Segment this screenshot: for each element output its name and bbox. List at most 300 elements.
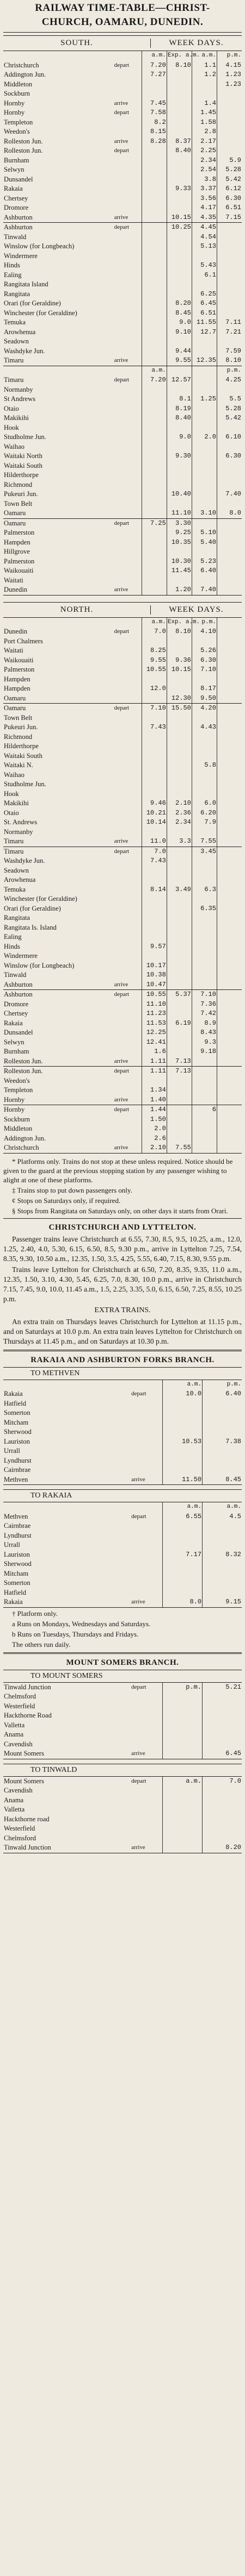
time-cell bbox=[142, 290, 167, 299]
time-cell: 6 bbox=[192, 1105, 217, 1115]
time-cell: a.m. bbox=[142, 51, 167, 61]
time-cell: p.m. bbox=[203, 1380, 242, 1390]
north-header bbox=[3, 602, 242, 618]
arrive-depart-note bbox=[114, 509, 142, 518]
station-name: Cairnbrae bbox=[4, 1522, 31, 1530]
arrive-depart-note: arrive bbox=[114, 137, 128, 145]
time-cell bbox=[167, 980, 192, 990]
timetable-row bbox=[3, 713, 242, 723]
station-name: Windermere bbox=[4, 952, 38, 960]
time-cell bbox=[167, 156, 192, 166]
station-name: Normanby bbox=[4, 385, 33, 393]
time-cell bbox=[167, 127, 192, 137]
time-cell: 6.45 bbox=[192, 299, 217, 309]
timetable-row bbox=[3, 70, 242, 80]
arrive-depart-note bbox=[114, 299, 142, 309]
arrive-depart-note: depart bbox=[114, 991, 130, 998]
timetable-row bbox=[3, 1446, 242, 1456]
time-cell bbox=[192, 89, 217, 99]
arrive-depart-note bbox=[114, 366, 142, 375]
time-cell: 3.3 bbox=[167, 837, 192, 847]
station-name: Waitaki North bbox=[4, 452, 42, 460]
time-cell bbox=[217, 1134, 242, 1144]
timetable-row bbox=[3, 99, 242, 109]
timetable-row bbox=[3, 518, 242, 528]
time-cell: 4.15 bbox=[217, 61, 242, 71]
timetable-row bbox=[3, 127, 242, 137]
station-name: Rakaia bbox=[4, 1390, 23, 1397]
to-mount-somers-label: TO MOUNT SOMERS bbox=[30, 1671, 103, 1680]
time-cell bbox=[142, 452, 167, 461]
time-cell: 2.10 bbox=[167, 799, 192, 808]
time-cell bbox=[217, 528, 242, 538]
station-name: Waitaki South bbox=[4, 751, 42, 760]
arrive-depart-note bbox=[114, 656, 142, 666]
rakaia-title: RAKAIA AND ASHBURTON FORKS BRANCH. bbox=[30, 1355, 215, 1364]
time-cell bbox=[167, 789, 192, 799]
time-cell bbox=[167, 366, 192, 375]
time-cell: 5.8 bbox=[192, 761, 217, 770]
timetable-row bbox=[3, 242, 242, 252]
station-name: Westerfield bbox=[4, 1702, 35, 1710]
timetable-row bbox=[3, 627, 242, 637]
time-cell bbox=[142, 780, 167, 789]
time-cell bbox=[192, 518, 217, 528]
time-cell bbox=[142, 423, 167, 433]
time-cell bbox=[217, 1047, 242, 1057]
time-cell bbox=[192, 347, 217, 356]
timetable-row bbox=[3, 1475, 242, 1485]
divider bbox=[3, 1350, 242, 1351]
time-cell: a.m. bbox=[142, 366, 167, 375]
time-cell bbox=[217, 127, 242, 137]
time-cell bbox=[167, 780, 192, 789]
arrive-depart-note: arrive bbox=[114, 585, 142, 595]
arrive-depart-note bbox=[114, 1019, 142, 1029]
station-name: Cavendish bbox=[4, 1740, 33, 1748]
time-cell bbox=[217, 566, 242, 576]
rakaia-note-3: b Runs on Tuesdays, Thursdays and Fridays. bbox=[12, 1629, 139, 1638]
time-cell: 1.45 bbox=[192, 108, 217, 118]
time-cell bbox=[217, 385, 242, 395]
time-cell: 8.2 bbox=[142, 118, 167, 128]
station-name: Hook bbox=[4, 789, 19, 798]
time-cell: 7.11 bbox=[217, 318, 242, 328]
timetable-row bbox=[3, 808, 242, 818]
time-cell bbox=[192, 742, 217, 751]
time-cell bbox=[217, 856, 242, 866]
timetable-row bbox=[3, 1456, 242, 1466]
station-name bbox=[3, 618, 114, 628]
time-cell: 6.30 bbox=[217, 452, 242, 461]
time-cell: 12.25 bbox=[142, 1028, 167, 1038]
arrive-depart-note bbox=[114, 913, 142, 923]
timetable-row bbox=[3, 1521, 242, 1531]
time-cell bbox=[217, 585, 242, 595]
timetable-row bbox=[3, 375, 242, 385]
time-cell bbox=[192, 980, 217, 990]
arrive-depart-note: arrive bbox=[131, 1597, 163, 1607]
time-cell bbox=[167, 89, 192, 99]
station-name: Rakaia bbox=[4, 185, 23, 192]
timetable-row bbox=[3, 1038, 242, 1048]
time-cell: 1.2 bbox=[192, 70, 217, 80]
time-cell: 6.3 bbox=[192, 885, 217, 895]
time-cell: 3.56 bbox=[192, 194, 217, 204]
time-cell: 8.10 bbox=[167, 627, 192, 637]
time-cell bbox=[142, 471, 167, 480]
station-name: Christchurch bbox=[4, 61, 39, 69]
time-cell bbox=[192, 856, 217, 866]
time-cell: 6.35 bbox=[192, 904, 217, 914]
arrive-depart-note bbox=[114, 808, 142, 818]
time-cell: 7.25 bbox=[142, 518, 167, 528]
time-cell: 7.20 bbox=[142, 375, 167, 385]
time-cell: 9.0 bbox=[167, 318, 192, 328]
station-name: Timaru bbox=[3, 356, 114, 366]
time-cell bbox=[217, 1076, 242, 1086]
time-cell bbox=[163, 1824, 203, 1834]
time-cell: 8.45 bbox=[167, 309, 192, 318]
time-cell bbox=[142, 576, 167, 586]
time-cell bbox=[163, 1559, 203, 1569]
mount-somers-up-timetable bbox=[3, 1777, 242, 1853]
arrive-depart-note bbox=[114, 452, 142, 461]
time-cell: a.m. bbox=[203, 1502, 242, 1512]
arrive-depart-note bbox=[114, 751, 142, 761]
time-cell: 7.43 bbox=[142, 723, 167, 732]
time-cell bbox=[217, 684, 242, 694]
time-cell bbox=[142, 480, 167, 490]
timetable-row bbox=[3, 1721, 242, 1731]
station-name: Hampden bbox=[4, 675, 30, 683]
time-cell bbox=[192, 385, 217, 395]
arrive-depart-note bbox=[114, 184, 142, 194]
rakaia-note-1: † Platform only. bbox=[12, 1609, 58, 1618]
time-cell bbox=[192, 961, 217, 971]
time-cell bbox=[167, 461, 192, 471]
station-name: Selwyn bbox=[4, 1038, 24, 1046]
arrive-depart-note bbox=[114, 394, 142, 404]
time-cell: 7.45 bbox=[142, 99, 167, 109]
station-name: Rolleston Jun. bbox=[4, 147, 43, 154]
timetable-row bbox=[3, 1531, 242, 1541]
time-cell bbox=[142, 442, 167, 452]
time-cell bbox=[217, 828, 242, 837]
time-cell: 3.8 bbox=[192, 175, 217, 185]
time-cell: 7.0 bbox=[142, 847, 167, 856]
station-name bbox=[3, 1502, 131, 1512]
station-name: Makikihi bbox=[4, 414, 29, 422]
timetable-row bbox=[3, 761, 242, 770]
timetable-row bbox=[3, 585, 242, 595]
arrive-depart-note bbox=[114, 480, 142, 490]
station-name: Palmerston bbox=[4, 557, 35, 565]
station-name: Chelmsford bbox=[4, 1834, 36, 1842]
time-cell bbox=[192, 442, 217, 452]
time-cell: 5.9 bbox=[217, 156, 242, 166]
time-cell bbox=[203, 1399, 242, 1409]
station-name: Richmond bbox=[4, 732, 33, 741]
time-cell bbox=[217, 885, 242, 895]
station-name: Hillgrove bbox=[4, 548, 30, 555]
time-cell: 8.40 bbox=[167, 413, 192, 423]
time-cell bbox=[192, 547, 217, 557]
time-cell: 10.38 bbox=[142, 970, 167, 980]
time-cell: 6.55 bbox=[163, 1512, 203, 1522]
arrive-depart-note: arrive bbox=[114, 1095, 142, 1105]
time-cell bbox=[217, 808, 242, 818]
station-name: Temuka bbox=[4, 885, 26, 893]
arrive-depart-note bbox=[114, 637, 142, 647]
time-cell: 9.30 bbox=[167, 452, 192, 461]
timetable-row bbox=[3, 704, 242, 713]
timetable-row bbox=[3, 347, 242, 356]
arrive-depart-note: arrive bbox=[114, 837, 142, 847]
footnote: ¢ Stops on Saturdays only, if required. bbox=[12, 1196, 121, 1205]
station-name: Sockburn bbox=[4, 1115, 30, 1123]
time-cell: 5.13 bbox=[192, 242, 217, 252]
arrive-depart-note bbox=[114, 1134, 142, 1144]
time-cell bbox=[142, 337, 167, 347]
time-cell bbox=[203, 1569, 242, 1579]
timetable-row bbox=[3, 1711, 242, 1721]
timetable-row bbox=[3, 1569, 242, 1579]
station-name: Urrall bbox=[4, 1541, 20, 1549]
time-cell bbox=[192, 576, 217, 586]
arrive-depart-note bbox=[131, 1692, 163, 1702]
timetable-row bbox=[3, 184, 242, 194]
time-cell: 5.26 bbox=[192, 646, 217, 656]
time-cell: 8.10 bbox=[167, 61, 192, 71]
time-cell bbox=[142, 299, 167, 309]
time-cell bbox=[167, 118, 192, 128]
timetable-row bbox=[3, 694, 242, 704]
time-cell bbox=[217, 618, 242, 628]
time-cell bbox=[217, 980, 242, 990]
station-name: Valletta bbox=[4, 1721, 25, 1729]
station-name: Christchurch bbox=[3, 1143, 114, 1153]
arrive-depart-note bbox=[114, 252, 142, 261]
time-cell bbox=[142, 894, 167, 904]
timetable-row bbox=[3, 1805, 242, 1815]
arrive-depart-note bbox=[114, 646, 142, 656]
arrive-depart-note bbox=[114, 885, 142, 895]
station-name: Orari (for Geraldine) bbox=[4, 299, 61, 307]
arrive-depart-note bbox=[114, 1038, 142, 1048]
time-cell: 8.28 bbox=[142, 137, 167, 147]
station-name: Templeton bbox=[4, 118, 33, 126]
station-name: Hampden bbox=[4, 685, 30, 692]
time-cell bbox=[167, 499, 192, 509]
arrive-depart-note bbox=[114, 385, 142, 395]
time-cell bbox=[217, 252, 242, 261]
arrive-depart-note bbox=[131, 1588, 163, 1598]
time-cell: 5.21 bbox=[203, 1683, 242, 1693]
station-name: Tinwald bbox=[4, 233, 27, 241]
time-cell bbox=[142, 742, 167, 751]
time-cell: 12.57 bbox=[167, 375, 192, 385]
time-cell bbox=[203, 1446, 242, 1456]
timetable-row bbox=[3, 818, 242, 828]
station-name: Middleton bbox=[4, 1125, 33, 1132]
time-cell bbox=[142, 328, 167, 337]
time-cell bbox=[167, 770, 192, 780]
time-cell bbox=[142, 156, 167, 166]
time-cell bbox=[167, 252, 192, 261]
arrive-depart-note bbox=[114, 713, 142, 723]
station-name: Temuka bbox=[4, 318, 26, 326]
time-cell bbox=[167, 108, 192, 118]
station-name: Waihao bbox=[4, 442, 24, 450]
time-cell bbox=[167, 1028, 192, 1038]
time-cell bbox=[217, 818, 242, 828]
time-cell bbox=[217, 923, 242, 933]
time-cell bbox=[217, 732, 242, 742]
time-cell: 7.0 bbox=[203, 1777, 242, 1787]
time-cell bbox=[192, 951, 217, 961]
rakaia-timetable bbox=[3, 1502, 242, 1608]
arrive-depart-note bbox=[114, 875, 142, 885]
station-name: Hornby bbox=[4, 109, 25, 116]
arrive-depart-note bbox=[114, 856, 142, 866]
time-cell bbox=[217, 675, 242, 685]
to-methven-header bbox=[3, 1367, 242, 1380]
time-cell: 1.34 bbox=[142, 1086, 167, 1095]
timetable-row bbox=[3, 1540, 242, 1550]
station-name: Chelmsford bbox=[4, 1693, 36, 1700]
time-cell: 9.36 bbox=[167, 656, 192, 666]
timetable-row bbox=[3, 684, 242, 694]
to-tinwald-header bbox=[3, 1764, 242, 1777]
arrive-depart-note bbox=[114, 194, 142, 204]
time-cell bbox=[203, 1824, 242, 1834]
timetable-row bbox=[3, 1389, 242, 1399]
time-cell: 9.25 bbox=[167, 528, 192, 538]
time-cell bbox=[217, 637, 242, 647]
arrive-depart-note bbox=[114, 80, 142, 90]
time-cell: 10.21 bbox=[142, 808, 167, 818]
time-cell bbox=[217, 442, 242, 452]
timetable-row bbox=[3, 1057, 242, 1067]
time-cell bbox=[217, 656, 242, 666]
time-cell: 6.40 bbox=[203, 1389, 242, 1399]
station-name: Rangitata Is. Island bbox=[4, 923, 57, 931]
time-cell bbox=[203, 1540, 242, 1550]
time-cell: 7.20 bbox=[142, 61, 167, 71]
timetable-row bbox=[3, 723, 242, 732]
station-name: Arowhenua bbox=[4, 328, 36, 336]
station-name: Tinwald Junction bbox=[4, 1683, 51, 1691]
arrive-depart-note bbox=[114, 165, 142, 175]
time-cell: 4.20 bbox=[192, 704, 217, 713]
time-cell bbox=[192, 280, 217, 290]
time-cell bbox=[167, 290, 192, 299]
time-cell bbox=[142, 385, 167, 395]
timetable-row bbox=[3, 423, 242, 433]
time-cell bbox=[192, 480, 217, 490]
time-cell bbox=[192, 413, 217, 423]
time-cell: 7.55 bbox=[192, 837, 217, 847]
timetable-row bbox=[3, 885, 242, 895]
station-name: Mitcham bbox=[4, 1569, 29, 1577]
time-cell bbox=[163, 1692, 203, 1702]
time-cell: 1.6 bbox=[142, 1047, 167, 1057]
arrive-depart-note bbox=[131, 1418, 163, 1428]
timetable-row bbox=[3, 51, 242, 61]
timetable-row bbox=[3, 1559, 242, 1569]
station-name: Burnham bbox=[4, 1048, 29, 1055]
divider bbox=[3, 1652, 242, 1654]
time-cell bbox=[167, 1047, 192, 1057]
time-cell: 2.17 bbox=[192, 137, 217, 147]
lyttelton-title: CHRISTCHURCH AND LYTTELTON. bbox=[48, 1223, 197, 1232]
time-cell: 2.10 bbox=[142, 1143, 167, 1153]
timetable-row bbox=[3, 799, 242, 808]
south-label: SOUTH. bbox=[3, 39, 151, 48]
divider bbox=[3, 32, 242, 33]
time-cell bbox=[167, 261, 192, 271]
time-cell bbox=[217, 1115, 242, 1125]
station-name: Methven bbox=[3, 1475, 131, 1485]
station-name: Town Belt bbox=[4, 713, 33, 722]
time-cell: a.m. bbox=[142, 618, 167, 628]
arrive-depart-note bbox=[114, 89, 142, 99]
station-name: Hatfield bbox=[4, 1588, 26, 1596]
time-cell bbox=[167, 1000, 192, 1010]
time-cell bbox=[217, 847, 242, 856]
station-name: Lauriston bbox=[4, 1550, 30, 1558]
time-cell bbox=[217, 1105, 242, 1115]
time-cell: 9.10 bbox=[167, 328, 192, 337]
time-cell bbox=[192, 932, 217, 942]
mount-somers-title: MOUNT SOMERS BRANCH. bbox=[66, 1658, 179, 1667]
time-cell bbox=[217, 146, 242, 156]
time-cell bbox=[167, 203, 192, 213]
time-cell: 11.45 bbox=[167, 566, 192, 576]
time-cell: 7.40 bbox=[217, 490, 242, 499]
arrive-depart-note: depart bbox=[131, 1683, 146, 1690]
timetable-row bbox=[3, 1115, 242, 1125]
time-cell: 1.1 bbox=[192, 61, 217, 71]
time-cell: 7.36 bbox=[192, 1000, 217, 1010]
time-cell: 5.43 bbox=[192, 261, 217, 271]
time-cell bbox=[217, 780, 242, 789]
arrive-depart-note bbox=[131, 1740, 163, 1750]
time-cell bbox=[167, 547, 192, 557]
time-cell: p.m. bbox=[217, 366, 242, 375]
arrive-depart-note bbox=[131, 1399, 163, 1409]
timetable-row bbox=[3, 1028, 242, 1038]
time-cell: 7.21 bbox=[217, 328, 242, 337]
time-cell bbox=[217, 1095, 242, 1105]
timetable-row bbox=[3, 538, 242, 548]
timetable-row bbox=[3, 576, 242, 586]
arrive-depart-note bbox=[131, 1805, 163, 1815]
time-cell bbox=[142, 538, 167, 548]
arrive-depart-note: arrive bbox=[131, 1843, 163, 1853]
timetable-row bbox=[3, 637, 242, 647]
time-cell bbox=[163, 1446, 203, 1456]
time-cell: 1.11 bbox=[142, 1057, 167, 1067]
time-cell bbox=[192, 1086, 217, 1095]
time-cell bbox=[142, 394, 167, 404]
time-cell bbox=[217, 108, 242, 118]
time-cell bbox=[217, 904, 242, 914]
time-cell bbox=[142, 675, 167, 685]
arrive-depart-note bbox=[131, 1408, 163, 1418]
time-cell bbox=[163, 1721, 203, 1731]
